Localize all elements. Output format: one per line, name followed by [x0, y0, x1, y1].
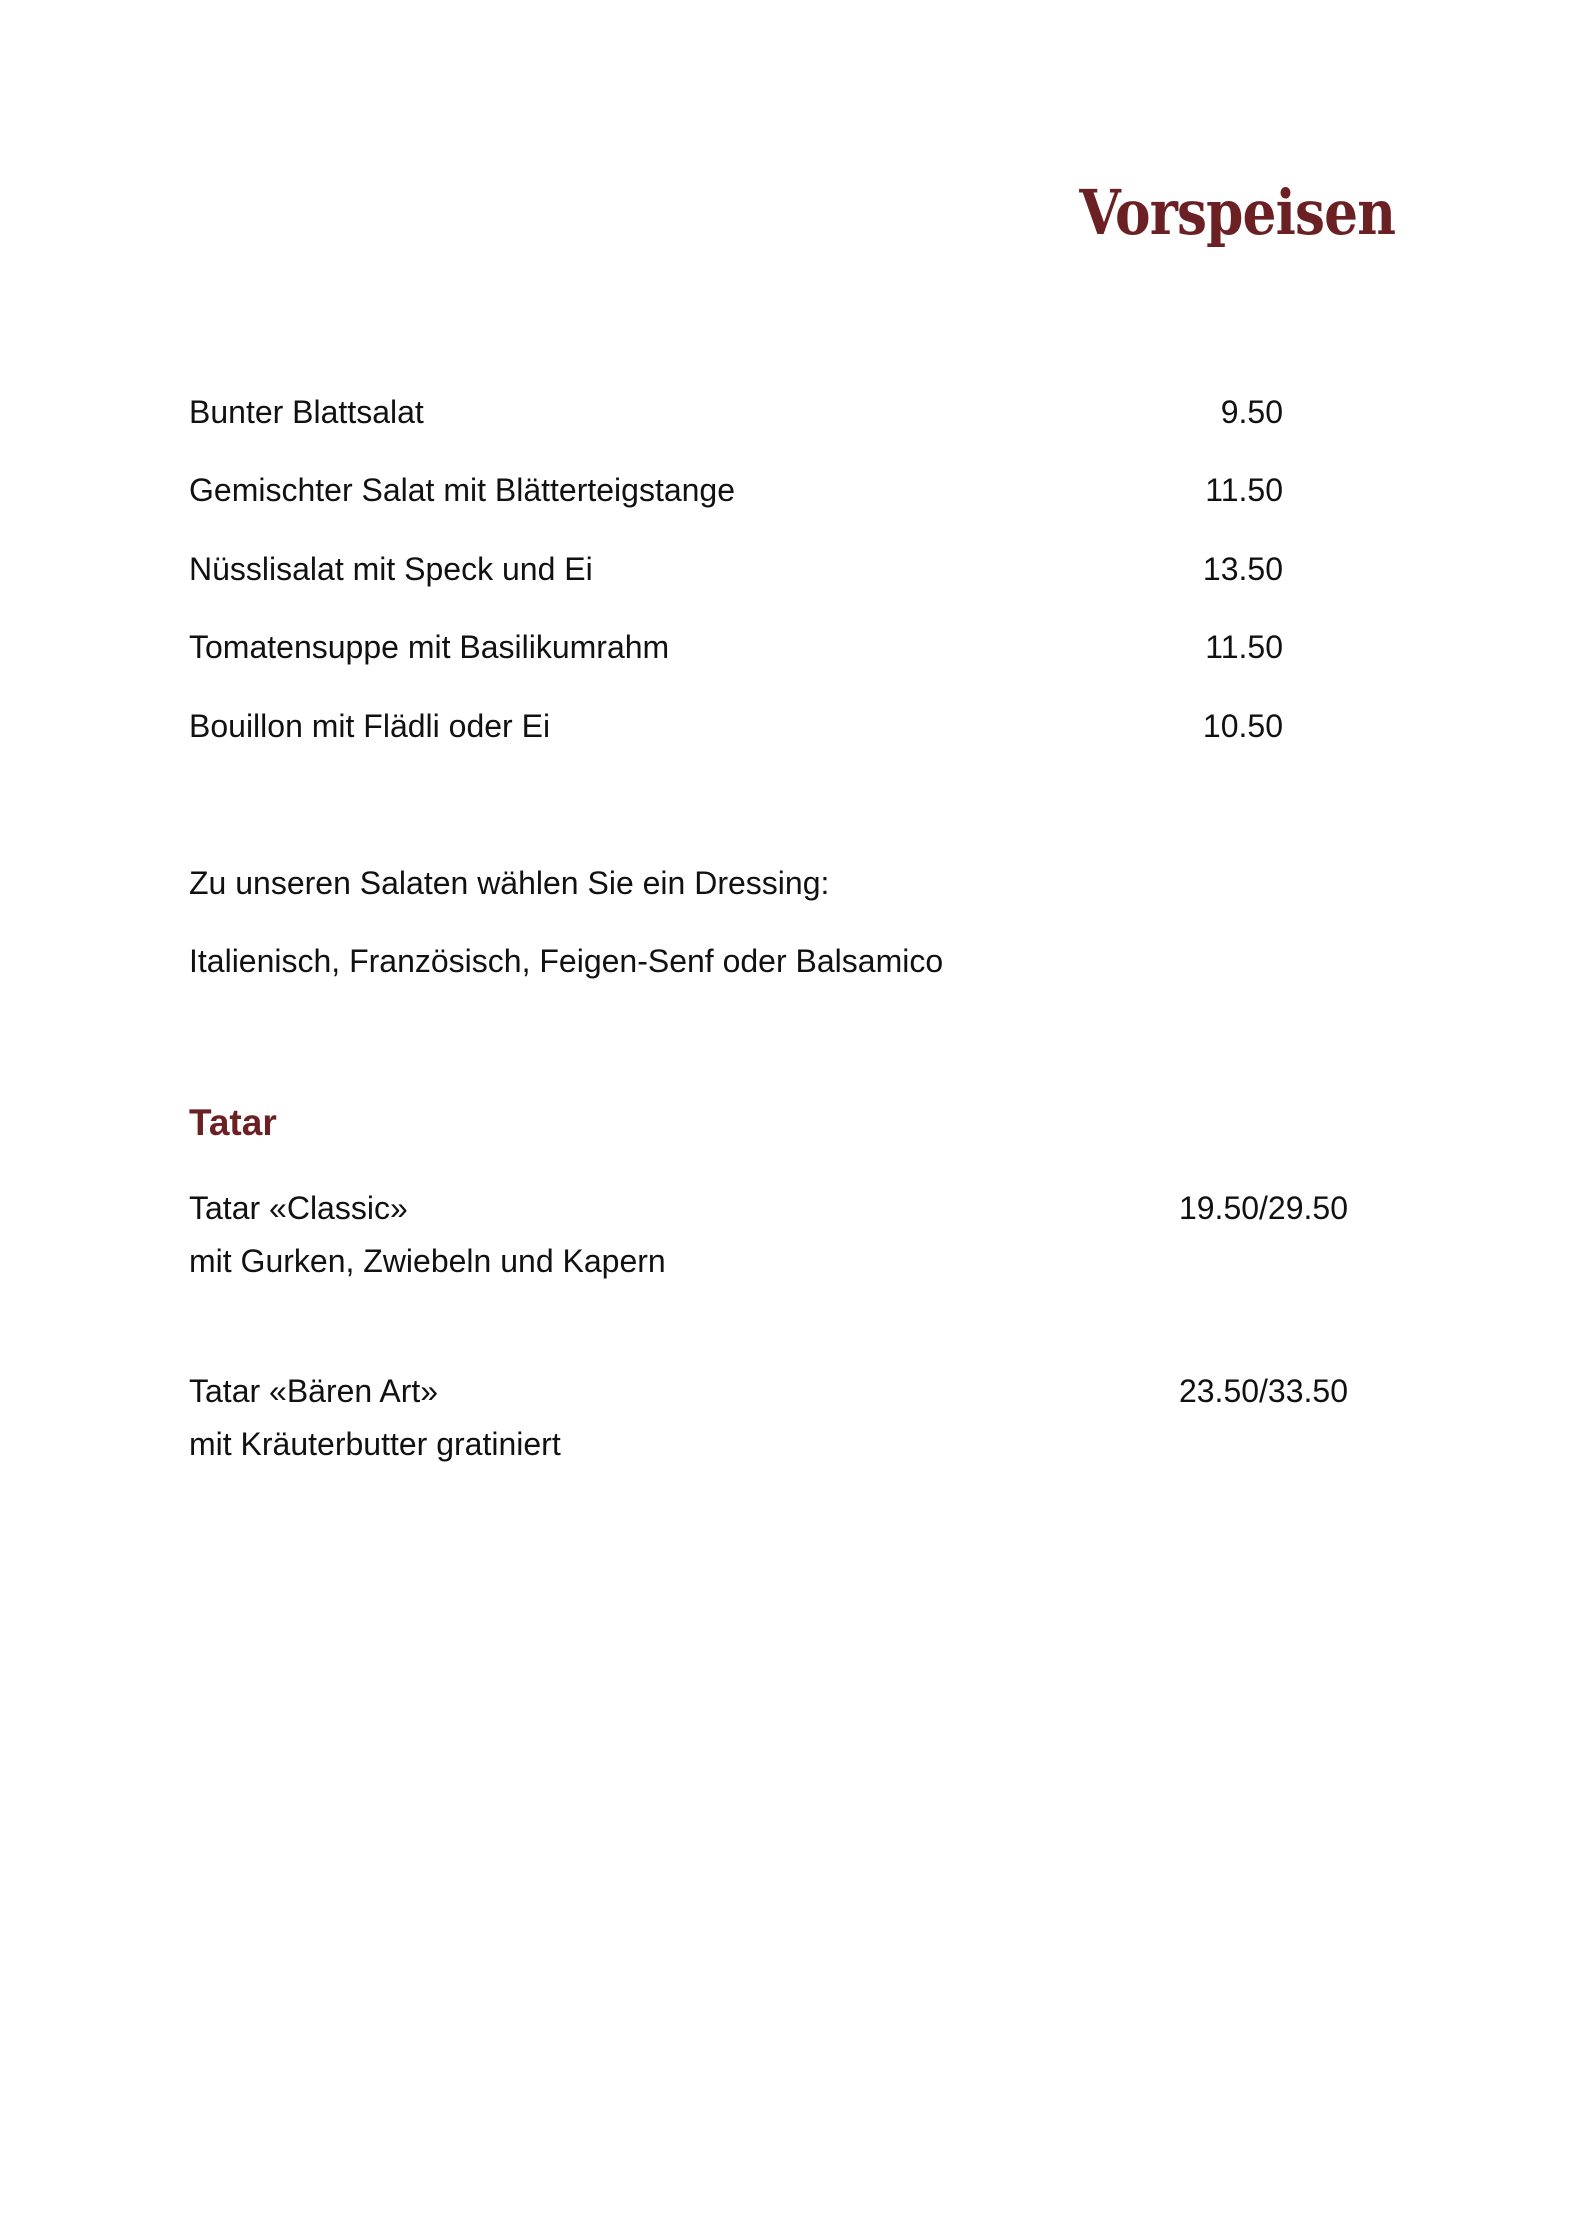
tatar-item-description: mit Gurken, Zwiebeln und Kapern [189, 1243, 666, 1279]
menu-item-name: Gemischter Salat mit Blätterteigstange [189, 472, 736, 508]
tatar-item-description: mit Kräuterbutter gratiniert [189, 1426, 561, 1462]
dressing-options: Italienisch, Französisch, Feigen-Senf oder Balsamico [189, 943, 944, 979]
menu-item-name: Bouillon mit Flädli oder Ei [189, 708, 551, 744]
tatar-item-price: 19.50/29.50 [1178, 1190, 1348, 1226]
menu-item-name: Nüsslisalat mit Speck und Ei [189, 551, 593, 587]
menu-item-name: Tomatensuppe mit Basilikumrahm [189, 629, 670, 665]
menu-item-price: 13.50 [1202, 551, 1283, 587]
dressing-intro: Zu unseren Salaten wählen Sie ein Dressing: [189, 865, 830, 901]
menu-item-price: 11.50 [1205, 629, 1283, 665]
menu-item-price: 9.50 [1220, 394, 1283, 430]
menu-item-name: Bunter Blattsalat [189, 394, 424, 430]
menu-item-price: 11.50 [1205, 472, 1283, 508]
tatar-item-name: Tatar «Classic» [189, 1190, 408, 1226]
tatar-item-price: 23.50/33.50 [1178, 1373, 1348, 1409]
page-title: Vorspeisen [1079, 176, 1395, 249]
section-heading-tatar: Tatar [189, 1102, 277, 1143]
tatar-item-name: Tatar «Bären Art» [189, 1373, 439, 1409]
menu-item-price: 10.50 [1202, 708, 1283, 744]
